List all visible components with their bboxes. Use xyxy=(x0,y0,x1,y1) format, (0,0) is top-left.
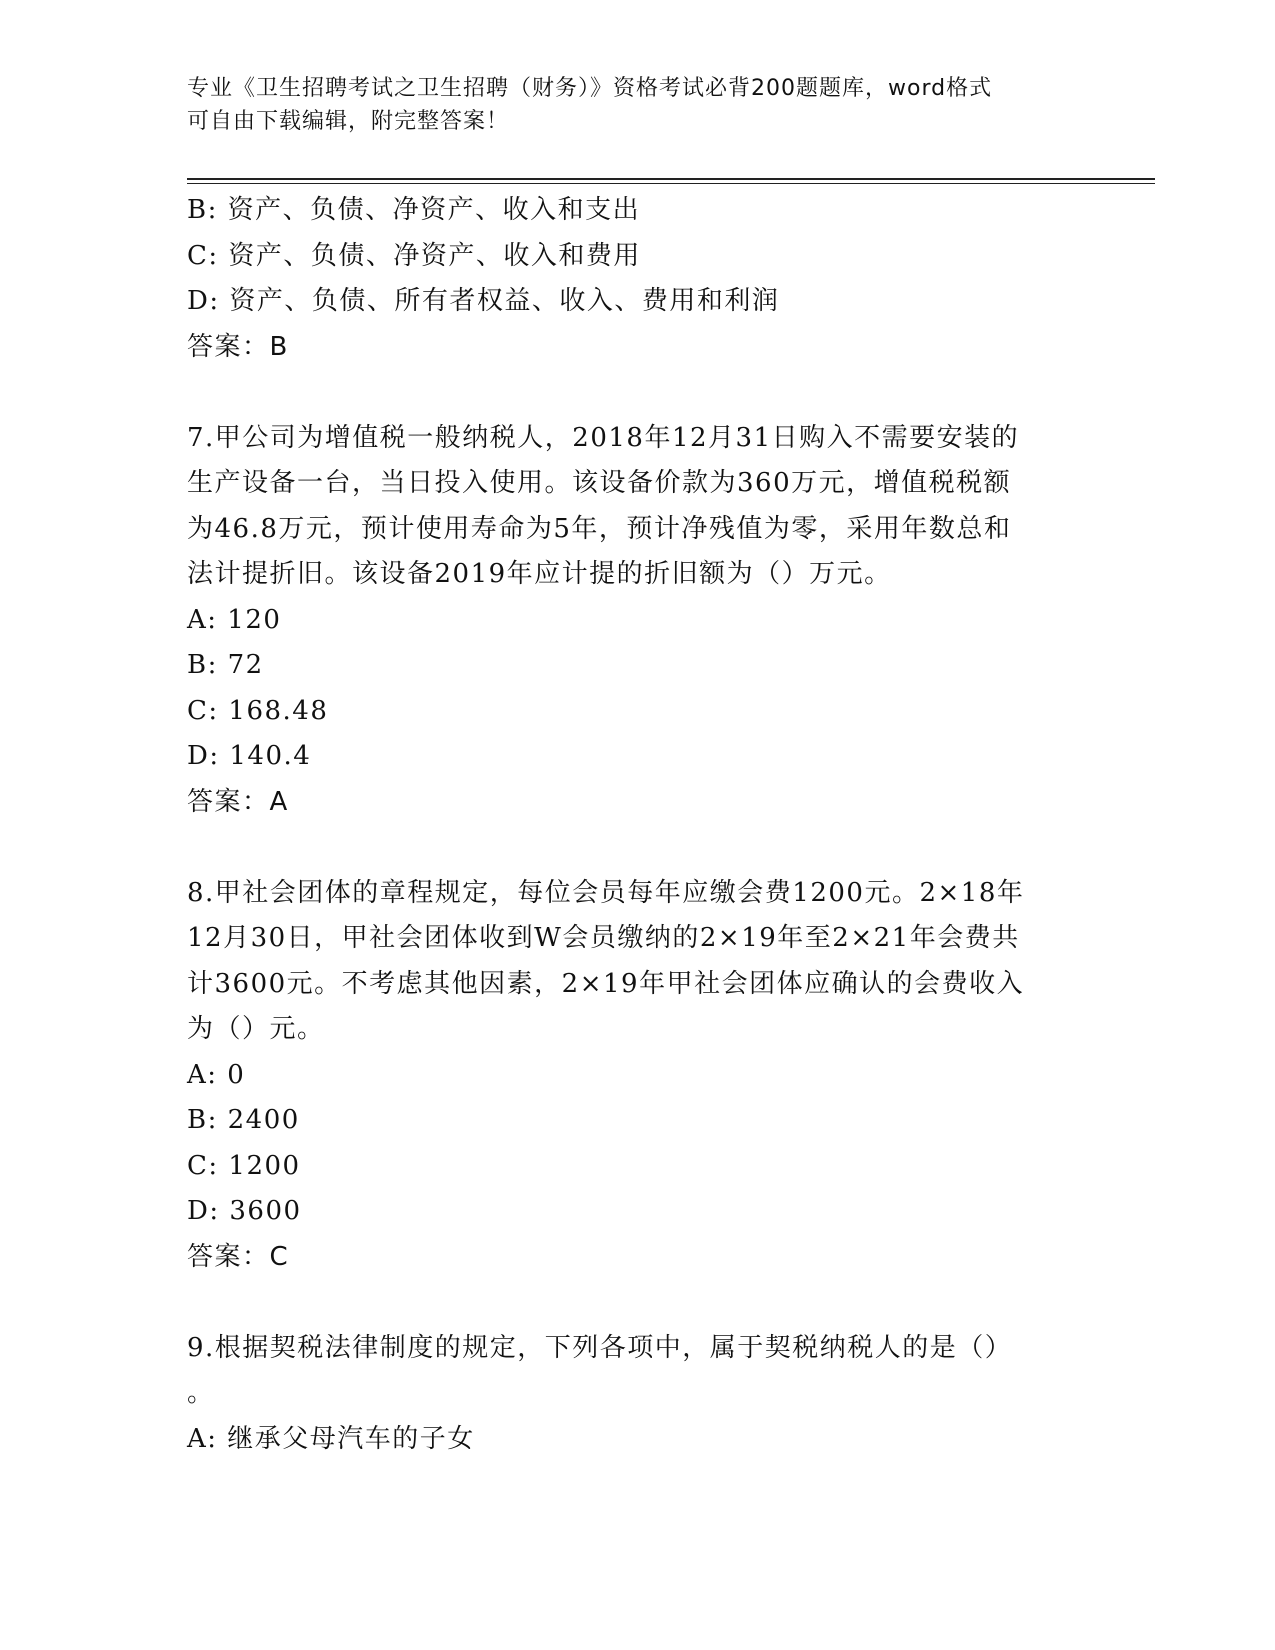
question-8-block xyxy=(187,871,1077,1281)
answer-line: 答案：B xyxy=(187,331,289,362)
question-text-line: 8.甲社会团体的章程规定，每位会员每年应缴会费1200元。2×18年 xyxy=(187,877,1025,908)
option-a: A: 继承父母汽车的子女 xyxy=(187,1423,475,1454)
question-text-line: 为46.8万元，预计使用寿命为5年，预计净残值为零，采用年数总和 xyxy=(187,513,1012,544)
option-a: A: 0 xyxy=(187,1059,246,1090)
header-line-1: 专业《卫生招聘考试之卫生招聘（财务）》资格考试必背200题题库，word格式 xyxy=(187,76,993,101)
question-7-block xyxy=(187,416,1077,826)
option-b: B: 资产、负债、净资产、收入和支出 xyxy=(187,195,641,225)
option-c: C: 资产、负债、净资产、收入和费用 xyxy=(187,240,641,271)
question-text-line: 。 xyxy=(187,1378,215,1408)
header-line-2: 可自由下载编辑，附完整答案！ xyxy=(187,109,510,134)
question-text-line: 法计提折旧。该设备2019年应计提的折旧额为（）万元。 xyxy=(187,559,892,589)
question-text-line: 为（）元。 xyxy=(187,1014,325,1044)
option-c: C: 1200 xyxy=(187,1150,301,1181)
spacer xyxy=(187,825,1077,871)
question-text-line: 9.根据契税法律制度的规定，下列各项中，属于契税纳税人的是（） xyxy=(187,1332,1013,1363)
header-divider-thick xyxy=(187,178,1155,180)
spacer xyxy=(187,370,1077,416)
question-9-block xyxy=(187,1326,1077,1463)
document-header xyxy=(187,72,1087,138)
document-body xyxy=(187,188,1077,1462)
question-text-line: 生产设备一台，当日投入使用。该设备价款为360万元，增值税税额 xyxy=(187,468,1012,498)
question-text-line: 计3600元。不考虑其他因素，2×19年甲社会团体应确认的会费收入 xyxy=(187,968,1025,999)
option-d: D: 3600 xyxy=(187,1196,302,1226)
question-text-line: 7.甲公司为增值税一般纳税人，2018年12月31日购入不需要安装的 xyxy=(187,422,1020,453)
answer-line: 答案：A xyxy=(187,786,289,817)
header-divider-thin xyxy=(187,183,1155,184)
option-b: B: 2400 xyxy=(187,1105,300,1135)
option-b: B: 72 xyxy=(187,650,264,680)
question-6-block xyxy=(187,188,1077,370)
spacer xyxy=(187,1280,1077,1326)
option-d: D: 资产、负债、所有者权益、收入、费用和利润 xyxy=(187,286,780,316)
option-c: C: 168.48 xyxy=(187,695,329,726)
option-a: A: 120 xyxy=(187,604,282,635)
answer-line: 答案：C xyxy=(187,1241,290,1272)
option-d: D: 140.4 xyxy=(187,741,312,771)
question-text-line: 12月30日，甲社会团体收到W会员缴纳的2×19年至2×21年会费共 xyxy=(187,923,1020,953)
